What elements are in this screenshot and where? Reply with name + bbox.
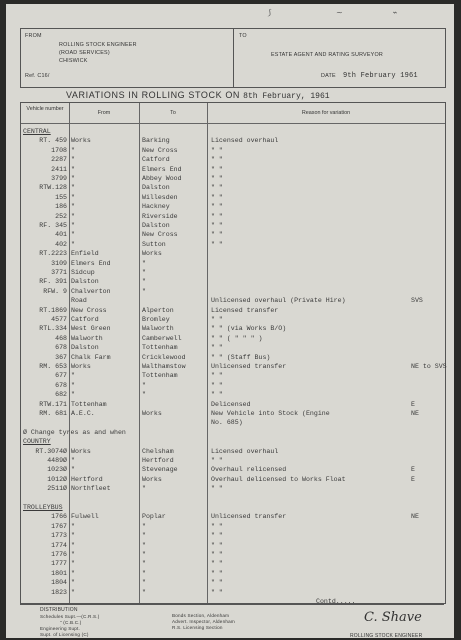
cell-from: " [71,579,75,587]
cell-reason: " " [211,485,223,493]
table-row [21,174,445,183]
table-row [21,409,445,418]
cell-veh: 678 [55,344,67,352]
cell-to: Dalston [142,222,170,229]
cell-veh: 367 [55,353,67,361]
document-page [6,4,454,638]
cell-to: " [142,522,146,530]
cell-code: E [411,466,415,474]
table-row [21,400,445,409]
cell-to: Poplar [142,513,166,521]
cell-to: " [142,278,146,286]
cell-reason: " " [211,146,223,154]
section-heading [21,437,445,446]
cell-veh: CENTRAL [23,128,51,135]
cell-veh: RT.1869 [39,306,67,314]
cell-from: " [71,193,75,201]
cell-from: " [71,522,75,530]
cell-to: Cricklewood [142,353,186,361]
cell-from: Hertford [71,475,103,483]
section-heading [21,127,445,136]
signature: C. Shave [364,610,422,625]
table-row [21,202,445,211]
cell-veh: COUNTRY [23,438,51,446]
cell-veh: 402 [55,240,67,248]
table-row [21,249,445,258]
cell-code: NE [411,513,419,521]
table-row [21,183,445,192]
table-row [21,418,445,427]
table-row [21,165,445,174]
table-row [21,456,445,465]
cell-to: Sutton [142,240,166,248]
cell-to: Hackney [142,203,170,211]
cell-from: Sidcup [71,269,95,276]
cell-reason: Unlicensed transfer [211,363,287,370]
cell-veh: RTW.171 [39,400,67,408]
variations-table [20,102,446,604]
distribution-label: DISTRIBUTION [40,607,78,613]
cell-to: " [142,287,146,295]
cell-veh: 682 [55,391,67,399]
cell-veh: RTL.334 [39,325,67,333]
cell-reason: Licensed overhaul [211,447,279,455]
cell-reason: " " [211,551,223,558]
cell-veh: 155 [55,193,67,201]
cell-from: " [71,541,75,549]
cell-from: " [71,569,75,577]
cell-veh: 3109 [51,259,67,267]
cell-to: Camberwell [142,334,182,342]
cell-reason: Licensed overhaul [211,137,279,145]
table-row [21,306,445,315]
cell-to: Willesden [142,193,178,201]
cell-veh: 1012Ø [47,475,67,483]
handwritten-mark: ⟆ [268,8,272,17]
cell-to: Dalston [142,184,170,192]
cell-reason: " " [211,541,223,549]
cell-veh: 401 [55,231,67,239]
table-row [21,296,445,305]
cell-reason: " " [211,156,223,164]
table-row [21,212,445,221]
cell-to: " [142,269,146,276]
cell-to: " [142,381,146,389]
date-value: 9th February 1961 [343,72,418,80]
cell-from: A.E.C. [71,410,95,417]
cell-from: Works [71,363,91,370]
column-header-vehicle: Vehicle number [26,106,64,112]
cell-veh: RM. 681 [39,410,67,417]
to-label: TO [239,33,247,39]
cell-from: " [71,165,75,173]
cell-reason: Unlicensed overhaul (Private Hire) [211,297,346,305]
from-line-1: ROLLING STOCK ENGINEER [59,42,137,48]
cell-from: Dalston [71,278,99,286]
cell-from: " [71,372,75,380]
cell-to: New Cross [142,231,178,239]
cell-to: Chelsham [142,447,174,455]
table-row [21,390,445,399]
cell-veh: 2411 [51,165,67,173]
table-row [21,447,445,456]
table-row [21,136,445,145]
cell-from: " [71,551,75,558]
cell-veh: 252 [55,212,67,220]
cell-to: Works [142,410,162,417]
cell-veh: 1823 [51,588,67,596]
table-row [21,287,445,296]
cell-from: " [71,203,75,211]
table-row [21,559,445,568]
date-label: DATE [321,73,336,79]
table-row [21,259,445,268]
cell-veh: 2511Ø [47,485,67,493]
cell-from: Road [71,297,87,305]
cell-reason: " " [211,522,223,530]
cell-reason: " " [211,344,223,352]
cell-from: " [71,588,75,596]
cell-to: Bromley [142,316,170,323]
cell-to: " [142,532,146,540]
from-line-3: CHISWICK [59,58,88,64]
header-box [20,28,446,88]
cell-to: Barking [142,137,170,145]
cell-from: Dalston [71,344,99,352]
cell-veh: 2287 [51,156,67,164]
cell-reason: Licensed transfer [211,306,279,314]
table-row [21,324,445,333]
cell-veh: 678 [55,381,67,389]
cell-veh: 3771 [51,269,67,276]
table-row [21,155,445,164]
cell-veh: RT.3074Ø [35,447,67,455]
table-row [21,494,445,503]
table-row [21,277,445,286]
cell-veh: Ø Change tyres as and when [23,428,126,436]
handwritten-mark: ⌁ [392,8,397,17]
cell-to: Hertford [142,457,174,464]
table-row [21,315,445,324]
cell-to: Tottenham [142,344,178,352]
cell-reason: Overhaul relicensed [211,466,287,474]
table-row [21,512,445,521]
cell-veh: 3799 [51,175,67,182]
cell-from: " [71,466,75,474]
cell-veh: 1804 [51,579,67,587]
cell-to: Works [142,250,162,258]
cell-reason: Delicensed [211,400,251,408]
cell-to: Riverside [142,212,178,220]
cell-from: " [71,457,75,464]
cell-reason: " " [211,569,223,577]
cell-veh: 1766 [51,513,67,521]
cell-reason: " " (Staff Bus) [211,353,271,361]
from-label: FROM [25,33,42,39]
cell-reason: " " [211,457,223,464]
cell-veh: 1708 [51,146,67,154]
table-row [21,531,445,540]
cell-from: " [71,532,75,540]
cell-veh: 1773 [51,532,67,540]
cell-to: " [142,560,146,568]
cell-code: SVS [411,297,423,305]
cell-from: Catford [71,316,99,323]
cell-from: Elmers End [71,259,111,267]
cell-veh: TROLLEYBUS [23,504,63,511]
column-header-reason: Reason for variation [301,110,351,116]
cell-from: " [71,381,75,389]
cell-from: Tottenham [71,400,107,408]
cell-veh: 4577 [51,316,67,323]
table-row [21,343,445,352]
cell-from: New Cross [71,306,107,314]
cell-veh: RF. 345 [39,222,67,229]
cell-to: Works [142,475,162,483]
cell-reason: " " [211,381,223,389]
cell-code: E [411,400,415,408]
cell-reason: " " [211,165,223,173]
cell-reason: No. 685) [211,419,243,427]
cell-to: " [142,391,146,399]
cell-to: " [142,259,146,267]
cell-to: Walthamstow [142,363,186,370]
cell-from: " [71,156,75,164]
cell-from: Works [71,447,91,455]
table-row [21,334,445,343]
cell-to: Catford [142,156,170,164]
cell-from: " [71,175,75,182]
cell-veh: RT. 459 [39,137,67,145]
cell-to: Tottenham [142,372,178,380]
cell-veh: 1023Ø [47,466,67,474]
cell-veh: 677 [55,372,67,380]
cell-from: Northfleet [71,485,111,493]
cell-reason: " " [211,372,223,380]
table-row [21,578,445,587]
cell-from: " [71,240,75,248]
table-row [21,550,445,559]
cell-reason: " " [211,193,223,201]
table-note [21,428,445,437]
cell-reason: " " [211,184,223,192]
table-row [21,541,445,550]
cell-veh: 1776 [51,551,67,558]
cell-veh: 186 [55,203,67,211]
table-row [21,522,445,531]
cell-veh: RFW. 9 [43,287,67,295]
cell-reason: " " [211,203,223,211]
cell-from: Walworth [71,334,103,342]
cell-reason: " " [211,175,223,182]
cell-to: " [142,569,146,577]
table-row [21,240,445,249]
cell-from: Chalk Farm [71,353,111,361]
cell-to: Stevenage [142,466,178,474]
cell-veh: 1774 [51,541,67,549]
cell-veh: 468 [55,334,67,342]
cell-veh: 1767 [51,522,67,530]
cell-reason: Overhaul delicensed to Works Float [211,475,346,483]
cell-to: " [142,485,146,493]
cell-reason: " " [211,231,223,239]
table-row [21,230,445,239]
cell-to: " [142,551,146,558]
table-row [21,475,445,484]
cell-from: Chalverton [71,287,111,295]
signatory-role: ROLLING STOCK ENGINEER [350,633,423,638]
cell-reason: " " [211,579,223,587]
cell-from: " [71,231,75,239]
cell-from: Enfield [71,250,99,258]
cell-from: " [71,212,75,220]
cell-veh: 1777 [51,560,67,568]
cell-from: West Green [71,325,111,333]
cell-from: " [71,146,75,154]
cell-to: " [142,541,146,549]
from-line-2: (ROAD SERVICES) [59,50,110,56]
cell-veh: 4489Ø [47,457,67,464]
cell-reason: " " [211,222,223,229]
cell-from: " [71,222,75,229]
cell-reason: " " [211,391,223,399]
cell-reason: " " [211,212,223,220]
table-row [21,371,445,380]
table-row [21,221,445,230]
handwritten-mark: ~ [336,8,343,17]
cell-code: NE to SVS [411,363,447,370]
cell-reason: Unlicensed transfer [211,513,287,521]
cell-veh: 1801 [51,569,67,577]
cell-veh: RT.2223 [39,250,67,258]
cell-to: " [142,579,146,587]
cell-from: Fulwell [71,513,99,521]
cell-to: Walworth [142,325,174,333]
ref-number: Ref. C16/ [25,73,50,79]
cell-from: " [71,391,75,399]
table-row [21,381,445,390]
cell-reason: " " [211,240,223,248]
cell-code: NE [411,410,419,417]
table-row [21,268,445,277]
table-row [21,465,445,474]
to-line: ESTATE AGENT AND RATING SURVEYOR [271,52,383,58]
cell-reason: " " [211,588,223,596]
section-heading [21,503,445,512]
table-row [21,353,445,362]
cell-to: Elmers End [142,165,182,173]
cell-reason: " " [211,560,223,568]
cell-reason: " " ( " " " ) [211,334,263,342]
cell-code: E [411,475,415,483]
cell-reason: " " (via Works B/O) [211,325,287,333]
footer: DISTRIBUTION Schedules Supt.—(C.R.S.) " (C.B.C.) Engineering Supt. Supt. of Licensing (C) Bonds Section, Aldenham Advert. Inspector, Aldenham R.S. Licensing Section ROLLING STOCK ENGINEER [20,604,444,637]
table-row [21,193,445,202]
continued-note: Contd..... [316,598,356,605]
page-title: VARIATIONS IN ROLLING STOCK ON 8th February, 1961 [66,90,330,101]
table-row [21,146,445,155]
cell-to: Abbey Wood [142,175,182,182]
cell-to: Alperton [142,306,174,314]
cell-from: Works [71,137,91,145]
table-row [21,484,445,493]
table-row [21,362,445,371]
cell-veh: RTW.128 [39,184,67,192]
cell-to: " [142,588,146,596]
cell-to: New Cross [142,146,178,154]
cell-from: " [71,560,75,568]
cell-veh: RM. 653 [39,363,67,370]
table-row [21,588,445,597]
cell-veh: RF. 391 [39,278,67,286]
cell-from: " [71,184,75,192]
column-header-from: From [97,110,111,116]
cell-reason: " " [211,532,223,540]
cell-reason: " " [211,316,223,323]
column-header-to: To [170,110,176,116]
table-row [21,569,445,578]
cell-reason: New Vehicle into Stock (Engine [211,410,330,417]
